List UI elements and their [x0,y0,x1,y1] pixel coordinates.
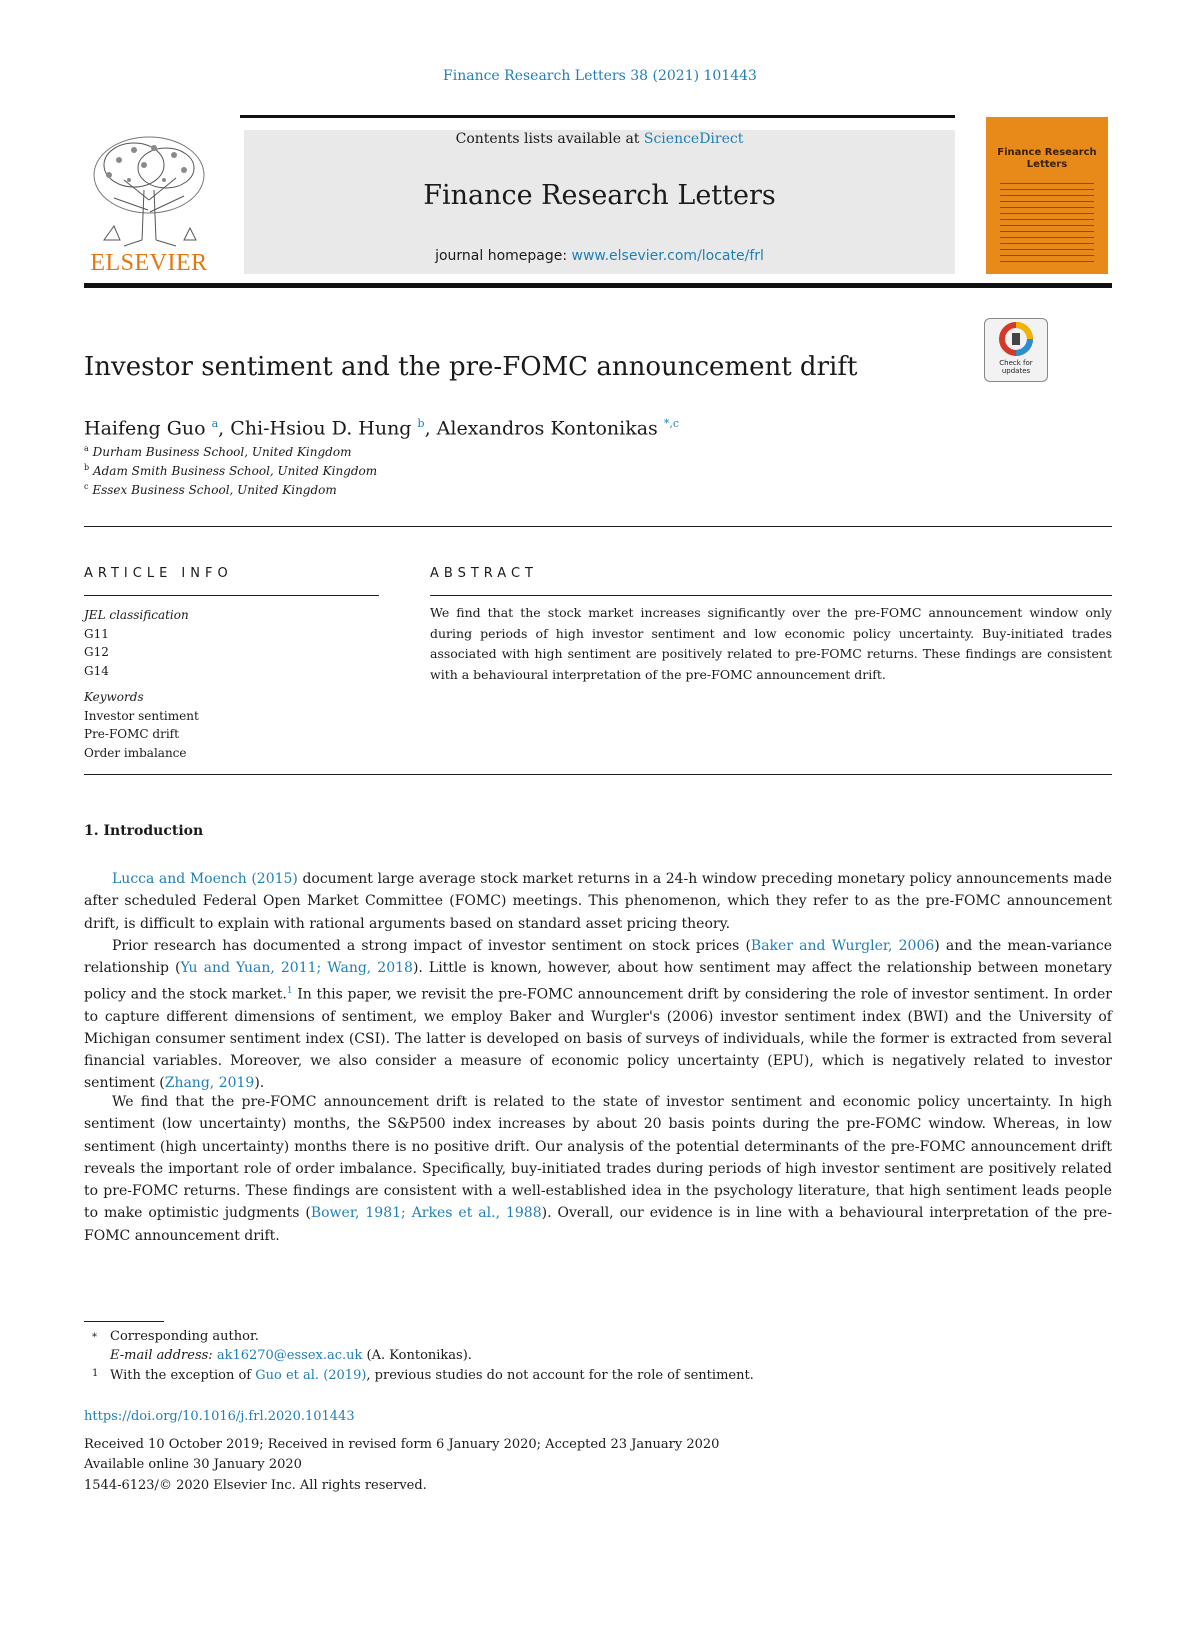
author-name: Chi-Hsiou D. Hung [230,417,412,440]
doi-link[interactable]: https://doi.org/10.1016/j.frl.2020.101443 [84,1409,355,1424]
author-name: Haifeng Guo [84,417,206,440]
paper-title: Investor sentiment and the pre-FOMC announcement drift [84,352,858,382]
citation-link[interactable]: Bower, 1981; Arkes et al., 1988 [310,1205,542,1222]
badge-label: Check for updates [999,359,1033,375]
affiliation-text: Adam Smith Business School, United Kingdom [92,464,378,478]
email-link[interactable]: ak16270@essex.ac.uk [216,1348,363,1363]
abstract-text: We find that the stock market increases significantly over the pre-FOMC announcement window only during periods of high investor sentiment and low economic policy uncertainty. Buy-initiated trades associated with high sentiment are positively related to pre-FOMC returns. These findings are consistent with a behavioural interpretation of the pre-FOMC announcement drift. [430,605,1112,682]
email-suffix: (A. Kontonikas). [362,1348,472,1363]
check-for-updates-badge[interactable] [984,318,1048,382]
affiliation [84,463,377,478]
publisher-name: ELSEVIER [90,250,208,276]
divider [430,595,1112,596]
contents-prefix: Contents lists available at [455,131,644,147]
keyword: Investor sentiment [84,709,199,723]
email-label: E-mail address: [110,1348,213,1363]
homepage-link[interactable]: www.elsevier.com/locate/frl [571,248,764,264]
cover-contents-lines [1000,183,1094,263]
divider [84,774,1112,775]
journal-title: Finance Research Letters [423,180,776,211]
citation-link[interactable]: Zhang, 2019 [164,1075,255,1092]
abstract-heading: ABSTRACT [430,566,538,581]
available-online: Available online 30 January 2020 [84,1457,302,1472]
citation-link[interactable]: Guo et al. (2019) [255,1368,367,1383]
paragraph [84,1091,1112,1247]
email-note [110,1348,472,1363]
cover-title: Finance Research Letters [997,147,1097,170]
citation-link[interactable]: Baker and Wurgler, 2006 [750,938,935,954]
paragraph-text: We find that the pre-FOMC announcement drift is related to the state of investor sentiment and economic policy uncertainty. In high sentiment (low uncertainty) months, the S&P500 index increases by about 20 basis points during the pre-FOMC window. Whereas, in low sentiment (high uncertainty) months there is no positive drift. Our analysis of the potential determinants of the pre-FOMC announcement drift reveals the important role of order imbalance. Specifically, buy-initiated trades during periods of high investor sentiment are positively related to pre-FOMC returns. These findings are consistent with a well-established idea in the psychology literature, that high sentiment leads people to make optimistic judgments ( [84,1094,1112,1222]
author-name: Alexandros Kontonikas [436,417,658,440]
affiliation [84,482,337,497]
keyword: Order imbalance [84,746,187,760]
footnote-text: , previous studies do not account for the role of sentiment. [366,1368,754,1383]
paragraph-text: document large average stock market returns in a 24-h window preceding monetary policy announcements made after scheduled Federal Open Market Committee (FOMC) meetings. This phenomenon, which they refer to as the pre-FOMC announcement drift, is difficult to explain with rational arguments based on standard asset pricing theory. [84,871,1112,932]
jel-label: JEL classification [84,608,189,622]
header-rule-top [240,115,955,118]
paragraph-text: In this paper, we revisit the pre-FOMC announcement drift by considering the role of investor sentiment. In order to capture different dimensions of sentiment, we employ Baker and Wurgler's (2006) investor sentiment index (BWI) and the University of Michigan consumer sentiment index (CSI). The latter is developed on basis of surveys of individuals, while the former is extracted from several financial variables. Moreover, we also consider a measure of economic policy uncertainty (EPU), which is negatively related to investor sentiment ( [84,986,1113,1092]
author-affiliation-mark[interactable]: b [417,417,425,430]
tree-icon [84,130,214,248]
affiliation-mark: a [84,444,89,453]
jel-code: G14 [84,664,109,678]
received-dates: Received 10 October 2019; Received in revised form 6 January 2020; Accepted 23 January 2020 [84,1437,720,1452]
affiliation-text: Essex Business School, United Kingdom [92,483,337,497]
footnote-ref[interactable]: 1 [286,985,293,996]
paragraph-text: ). Little is known, however, about how sentiment may affect the relationship between monetary policy and the stock market. [84,960,1113,1003]
elsevier-logo [84,130,214,275]
contents-line [244,131,955,147]
copyright: 1544-6123/© 2020 Elsevier Inc. All rights reserved. [84,1478,427,1493]
citation-link[interactable]: Lucca and Moench (2015) [112,871,298,887]
jel-code: G12 [84,645,109,659]
author-affiliation-mark[interactable]: a [211,417,219,430]
affiliation-mark: b [84,463,90,472]
jel-code: G11 [84,627,109,641]
paragraph-text: Prior research has documented a strong impact of investor sentiment on stock prices ( [112,938,751,954]
footnote-mark: 1 [92,1368,99,1379]
keyword: Pre-FOMC drift [84,727,179,741]
paragraph-text: ). Overall, our evidence is in line with a behavioural interpretation of the pre-FOMC announcement drift. [84,1205,1112,1244]
affiliation [84,444,351,459]
affiliation-mark: c [84,482,89,491]
divider [84,595,379,596]
journal-citation[interactable]: Finance Research Letters 38 (2021) 101443 [443,68,757,84]
divider [84,526,1112,527]
header-rule-bottom [84,283,1112,288]
corresponding-author-note: Corresponding author. [110,1329,259,1344]
author-list: Haifeng Guo $^a$, Chi-Hsiou D. Hung $^b$, Alexandros Kontonikas $^{*,c}$ [84,417,680,440]
paragraph-text: ) and the mean-variance relationship ( [84,938,1113,977]
citation-link[interactable]: Yu and Yuan, 2011; Wang, 2018 [180,960,413,977]
footnote-rule [84,1321,164,1322]
homepage-prefix: journal homepage: [435,248,572,264]
article-info-heading: ARTICLE INFO [84,566,233,581]
paragraph [84,868,1112,935]
journal-cover[interactable] [986,117,1108,274]
footnote-text: With the exception of [110,1368,256,1383]
affiliation-text: Durham Business School, United Kingdom [92,445,352,459]
homepage-line [244,248,955,264]
section-heading: 1. Introduction [84,823,204,839]
update-icon [985,319,1047,359]
paragraph-text: ). [254,1075,265,1092]
footnote-1 [110,1368,754,1383]
author-affiliation-mark[interactable]: *,c [663,417,680,430]
footnote-mark: * [92,1332,97,1343]
sciencedirect-link[interactable]: ScienceDirect [643,131,744,147]
paragraph [84,935,1112,1095]
keywords-label: Keywords [84,690,144,704]
